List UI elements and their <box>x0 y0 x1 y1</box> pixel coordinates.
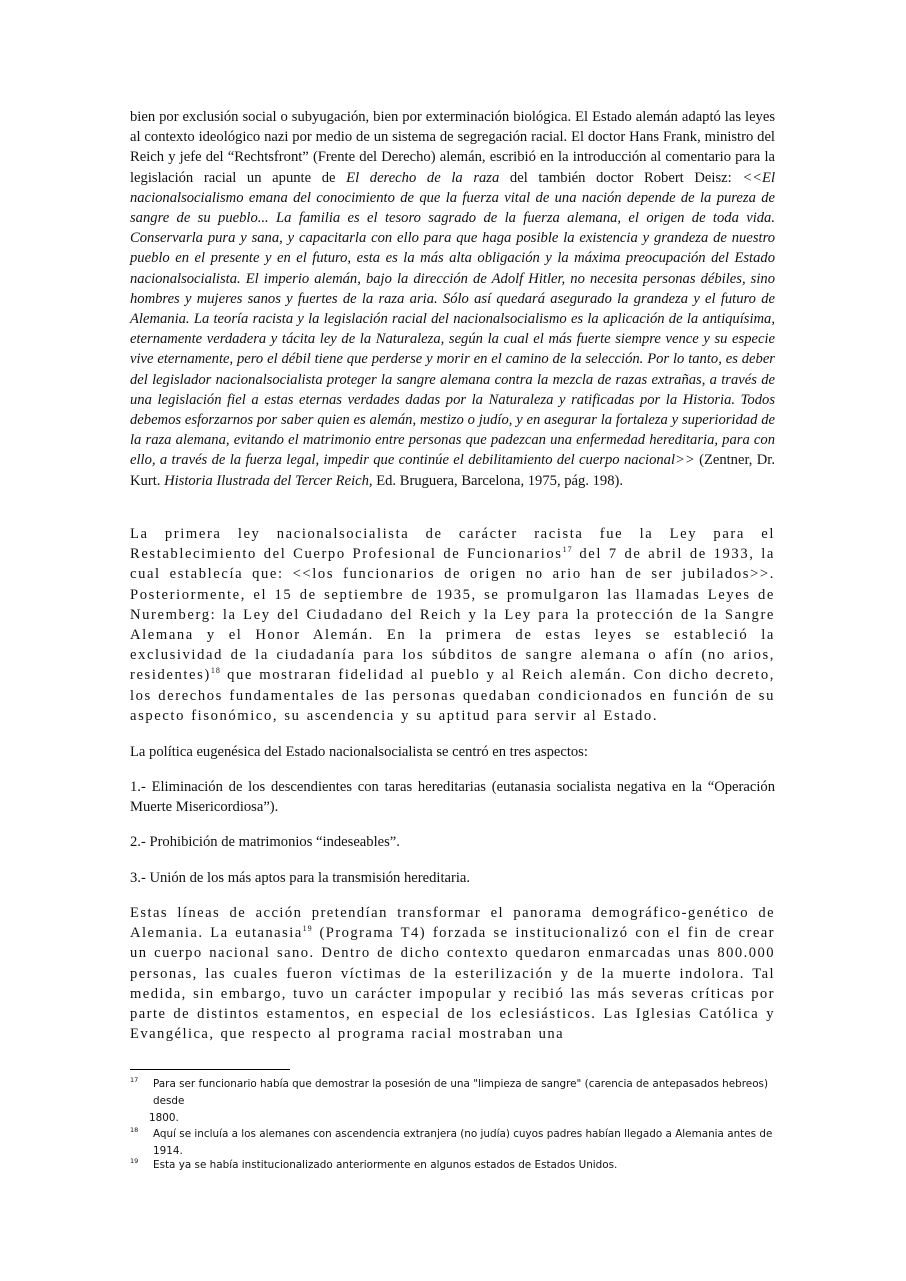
citation-prefix: (Zentner, Dr. Kurt. <box>130 452 775 489</box>
footnote-mark: 17 <box>130 1076 139 1084</box>
footnote-ref-17[interactable]: 17 <box>562 545 573 555</box>
quotation: <<El nacionalsocialismo emana del conocimiento de que la fuerza vital de una nación depende de la pureza de sangre de su pueblo... La familia es el tesoro sagrado de la fuerza alemana, el origen de toda vida. Conservarla pura y sana, y capacitarla con ello para que haga posible la existencia y grandeza de nuestro pueblo en el presente y en el futuro, esta es la más alta obligación y la máxima preocupación del Estado nacionalsocialista. El imperio alemán, bajo la dirección de Adolf Hitler, no necesita personas débiles, sino hombres y mujeres sanos y fuertes de la raza aria. Sólo así quedará asegurado la grandeza y el futuro de Alemania. La teoría racista y la legislación racial del nacionalsocialismo es la aplicación de la antiquísima, eternamente verdadera y tácita ley de la Naturaleza, según la cual el más fuerte siempre vence y su especie vive eternamente, pero el débil tiene que perderse y morir en el camino de la selección. Por lo tanto, es deber del legislador nacionalsocialista proteger la sangre alemana contra la mezcla de razas extrañas, a través de una legislación fiel a estas eternas verdades dadas por la Naturaleza y ratificadas por la Historia. Todos debemos esforzarnos por saber quien es alemán, mestizo o judío, y en asegurar la fortaleza y superioridad de la raza alemana, evitando el matrimonio entre personas que padezcan una enfermedad hereditaria, para con ello, a través de la fuerza legal, impedir que continúe el debilitamiento del cuerpo nacional>> <box>130 169 775 469</box>
book-title: El derecho de la raza <box>346 169 500 186</box>
footnote-18 <box>130 1126 778 1160</box>
paragraph-frank-quote <box>130 107 775 491</box>
footnote-17 <box>130 1076 778 1127</box>
paragraph-intro: bien por exclusión social o subyugación, bien por exterminación biológica. El Estado alemán adaptó las leyes al contexto ideológico nazi por medio de un sistema de segregación racial. El doctor Hans Frank, ministro del Reich y jefe del “Rechtsfront” (Frente del Derecho) alemán, escribió en la introducción al comentario para la legislación racial un apunte de <box>130 109 775 186</box>
footnote-mark: 19 <box>130 1157 139 1165</box>
footnote-text: Aquí se incluía a los alemanes con ascendencia extranjera (no judía) cuyos padres habían llegado a Alemania antes de 1914. <box>153 1128 773 1157</box>
paragraph-euthanasia <box>130 903 775 1044</box>
footnote-ref-18[interactable]: 18 <box>210 666 221 676</box>
citation-suffix: Ed. Bruguera, Barcelona, 1975, pág. 198). <box>372 472 624 489</box>
footnote-19 <box>130 1157 778 1174</box>
list-item-1: 1.- Eliminación de los descendientes con taras hereditarias (eutanasia socialista negativa en la “Operación Muerte Misericordiosa”). <box>130 779 775 816</box>
list-item-2: 2.- Prohibición de matrimonios “indeseables”. <box>130 834 400 850</box>
paragraph-text: (Programa T4) forzada se institucionalizó con el fin de crear un cuerpo nacional sano. Dentro de dicho contexto quedaron enmarcadas unas 800.000 personas, las cuales fueron víctimas de la esterilización y de la muerte indolora. Tal medida, sin embargo, tuvo un carácter impopular y recibió las más severas críticas por parte de distintos estamentos, en especial de los eclesiásticos. Las Iglesias Católica y Evangélica, que respecto al programa racial mostraban una <box>130 925 775 1043</box>
footnote-separator <box>130 1069 290 1070</box>
footnote-ref-19[interactable]: 19 <box>302 924 313 934</box>
paragraph-text: Estas líneas de acción pretendían transformar el panorama demográfico-genético de Alemania. La eutanasia <box>130 905 775 942</box>
footnote-mark: 18 <box>130 1126 139 1134</box>
paragraph-intro-cont: del también doctor Robert Deisz: <box>499 169 743 186</box>
citation-title: Historia Ilustrada del Tercer Reich, <box>164 472 373 489</box>
list-item-3: 3.- Unión de los más aptos para la transmisión hereditaria. <box>130 870 471 886</box>
paragraph-racial-laws <box>130 524 775 726</box>
paragraph-text: La primera ley nacionalsocialista de carácter racista fue la Ley para el Restablecimiento del Cuerpo Profesional de Funcionarios <box>130 526 775 563</box>
paragraph-eugenics-intro: La política eugenésica del Estado nacionalsocialista se centró en tres aspectos: <box>130 744 588 760</box>
footnote-text: Esta ya se había institucionalizado anteriormente en algunos estados de Estados Unidos. <box>153 1159 618 1171</box>
paragraph-text: del 7 de abril de 1933, la cual establecía que: <<los funcionarios de origen no ario han de ser jubilados>>. Posteriormente, el 15 de septiembre de 1935, se promulgaron las llamadas Leyes de Nuremberg: la Ley del Ciudadano del Reich y la Ley para la protección de la Sangre Alemana y el Honor Alemán. En la primera de estas leyes se estableció la exclusividad de la ciudadanía para los súbditos de sangre alemana o afín (no arios, residentes) <box>130 546 775 684</box>
footnote-text: Para ser funcionario había que demostrar la posesión de una "limpieza de sangre" (carencia de antepasados hebreos) desde <box>153 1078 769 1107</box>
paragraph-text: que mostraran fidelidad al pueblo y al Reich alemán. Con dicho decreto, los derechos fundamentales de las personas quedaban condicionados en función de su aspecto fisonómico, su ascendencia y su aptitud para servir al Estado. <box>130 667 775 724</box>
footnote-text-cont: 1800. <box>149 1112 179 1124</box>
